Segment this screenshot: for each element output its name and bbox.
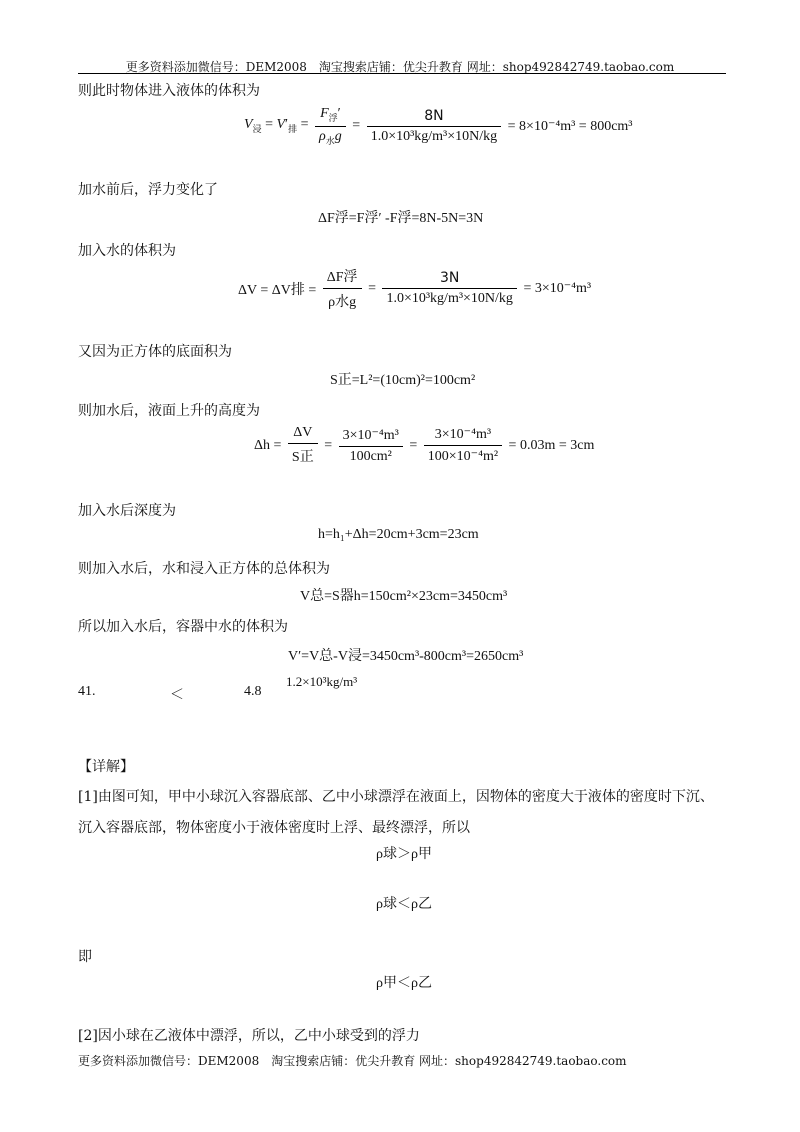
question-number-41: 41.: [78, 684, 96, 699]
relation-1: ρ球＞ρ甲: [376, 847, 432, 862]
eq3-frac1-den: ρ水g: [328, 295, 357, 310]
text-line-7: 则加入水后，水和浸入正方体的总体积为: [78, 561, 330, 577]
equation-buoyancy-change: ΔF浮=F浮′ -F浮=8N-5N=3N: [318, 211, 484, 226]
page-footer: 更多资料添加微信号：DEM2008 淘宝搜索店铺：优尖升教育 网址：shop492842749.taobao.com: [78, 1054, 627, 1068]
equation-volume-immersed: $V_浸 = V'_排$ = $\frac{F_浮'}{\rho_水g}$ = $\frac{8N}{\text{1.0×10³kg/m³×10N/kg}}$ = 8×10⁻⁴m³ = 800cm³: [244, 106, 633, 146]
eq5-result: = 0.03m = 3cm: [508, 437, 595, 453]
eq5-frac1-num: ΔV: [288, 425, 318, 444]
equation-total-volume: V总=S器h=150cm²×23cm=3450cm³: [300, 589, 508, 604]
eq1-frac2-num: 8N: [367, 108, 501, 127]
equation-height-rise: Δh = $\frac{\Delta V}{\text{S正}}$ = $\frac{\text{3×10⁻⁴m³}}{\text{100cm²}}$ = $\frac{\text{3×10⁻⁴m³}}{\text{100×10⁻⁴m²}}$ = 0.03m = 3cm: [254, 425, 595, 465]
eq1-frac2-den: 1.0×10³kg/m³×10N/kg: [370, 128, 498, 144]
relation-3: ρ甲＜ρ乙: [376, 976, 432, 991]
eq1-frac1-num: F: [320, 106, 329, 121]
eq3-frac2-den: 1.0×10³kg/m³×10N/kg: [386, 291, 513, 306]
eq3-lhs: ΔV = ΔV排 =: [238, 282, 317, 298]
equation-water-volume: V′=V总-V浸=3450cm³-800cm³=2650cm³: [288, 649, 524, 664]
text-line-8: 所以加入水后，容器中水的体积为: [78, 619, 288, 635]
answer-41-blank-1: ＜: [170, 688, 184, 703]
eq1-mid: V: [276, 117, 286, 133]
eq3-frac2-num: 3N: [382, 270, 516, 289]
text-line-2: 加水前后，浮力变化了: [78, 182, 218, 198]
header-divider: [78, 73, 726, 74]
eq3-result: = 3×10⁻⁴m³: [523, 281, 592, 296]
text-line-3: 加入水的体积为: [78, 243, 176, 259]
detail-paragraph-1b: 沉入容器底部，物体密度小于液体密度时上浮、最终漂浮，所以: [78, 820, 470, 836]
eq3-frac1-num: ΔF浮: [323, 266, 362, 289]
text-line-6: 加入水后深度为: [78, 503, 176, 519]
text-line-5: 则加水后，液面上升的高度为: [78, 403, 260, 419]
eq5-frac2-num: 3×10⁻⁴m³: [339, 427, 403, 447]
detail-paragraph-1a: [1]由图可知，甲中小球沉入容器底部、乙中小球漂浮在液面上，因物体的密度大于液体的密度时下沉、: [78, 789, 714, 805]
equation-added-water-volume: ΔV = ΔV排 = $\frac{\text{ΔF浮}}{\text{ρ水g}}$ = $\frac{3N}{\text{1.0×10³kg/m³×10N/kg}}$ = 3×10⁻⁴m³: [238, 266, 591, 311]
equation-base-area: S正=L²=(10cm)²=100cm²: [330, 373, 476, 388]
eq1-mid-sub: 排: [288, 124, 298, 135]
detail-heading: 【详解】: [78, 759, 134, 775]
eq5-frac3-den: 100×10⁻⁴m²: [427, 449, 499, 464]
answer-41-blank-3: 1.2×10³kg/m³: [286, 674, 358, 689]
eq1-lhs: V: [244, 117, 253, 133]
eq5-frac2-den: 100cm²: [349, 448, 392, 464]
eq5-lhs: Δh =: [254, 437, 282, 453]
eq1-frac1-den-sub: 水: [325, 135, 335, 146]
eq1-lhs-sub: 浸: [252, 124, 262, 135]
eq1-frac1-num-sub: 浮: [328, 112, 338, 123]
eq5-frac3-num: 3×10⁻⁴m³: [424, 426, 502, 446]
detail-paragraph-2: [2]因小球在乙液体中漂浮，所以，乙中小球受到的浮力: [78, 1028, 420, 1044]
eq5-frac1-den: S正: [291, 450, 314, 465]
eq1-frac1-den: ρ: [319, 128, 326, 144]
text-ji: 即: [78, 949, 92, 965]
page-header: 更多资料添加微信号：DEM2008 淘宝搜索店铺：优尖升教育 网址：shop492842749.taobao.com: [125, 60, 675, 74]
eq1-result: = 8×10⁻⁴m³ = 800cm³: [507, 118, 633, 134]
relation-2: ρ球＜ρ乙: [376, 897, 432, 912]
answer-41-blank-2: 4.8: [244, 684, 262, 699]
text-line-4: 又因为正方体的底面积为: [78, 344, 232, 360]
eq1-frac1-den-g: g: [334, 128, 342, 144]
text-line-1: 则此时物体进入液体的体积为: [78, 83, 260, 99]
equation-depth: h=h₁+Δh=20cm+3cm=23cm: [318, 527, 479, 542]
